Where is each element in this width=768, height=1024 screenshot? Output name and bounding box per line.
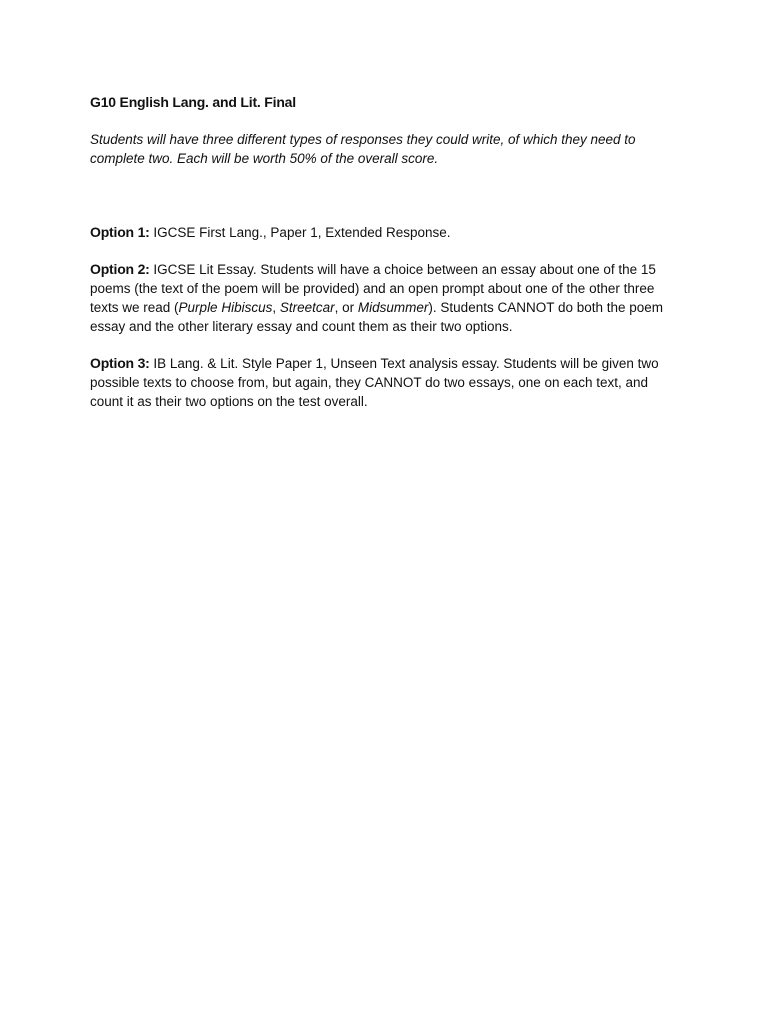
option-1 [90,223,675,242]
option-2 [90,260,675,336]
option-2-separator-2: , or [334,300,358,315]
document-title: G10 English Lang. and Lit. Final [90,94,296,110]
option-2-text-before: IGCSE Lit Essay. Students will have a choice between an essay about one of the 15 poems (the text of the poem will be provided) and an open prompt about one of the other three texts we read ( [90,262,656,315]
option-3-text: IB Lang. & Lit. Style Paper 1, Unseen Text analysis essay. Students will be given two possible texts to choose from, but again, they CANNOT do two essays, one on each text, and count it as their two options on the test overall. [90,356,659,409]
document-body [90,92,680,429]
option-2-label: Option 2: [90,261,150,277]
option-3-label: Option 3: [90,355,150,371]
option-1-label: Option 1: [90,224,150,240]
options-list [90,223,680,411]
option-2-title-purple-hibiscus: Purple Hibiscus [178,300,273,315]
option-3 [90,354,675,411]
option-1-text: IGCSE First Lang., Paper 1, Extended Response. [149,225,451,240]
intro-paragraph: Students will have three different types of responses they could write, of which they need to complete two. Each will be worth 50% of the overall score. [90,132,636,166]
option-2-text-after: ). Students CANNOT do both the poem essay and the other literary essay and count them as their two options. [90,300,664,334]
option-2-title-midsummer: Midsummer [357,300,429,315]
option-2-separator-1: , [272,300,280,315]
option-2-title-streetcar: Streetcar [279,300,335,315]
